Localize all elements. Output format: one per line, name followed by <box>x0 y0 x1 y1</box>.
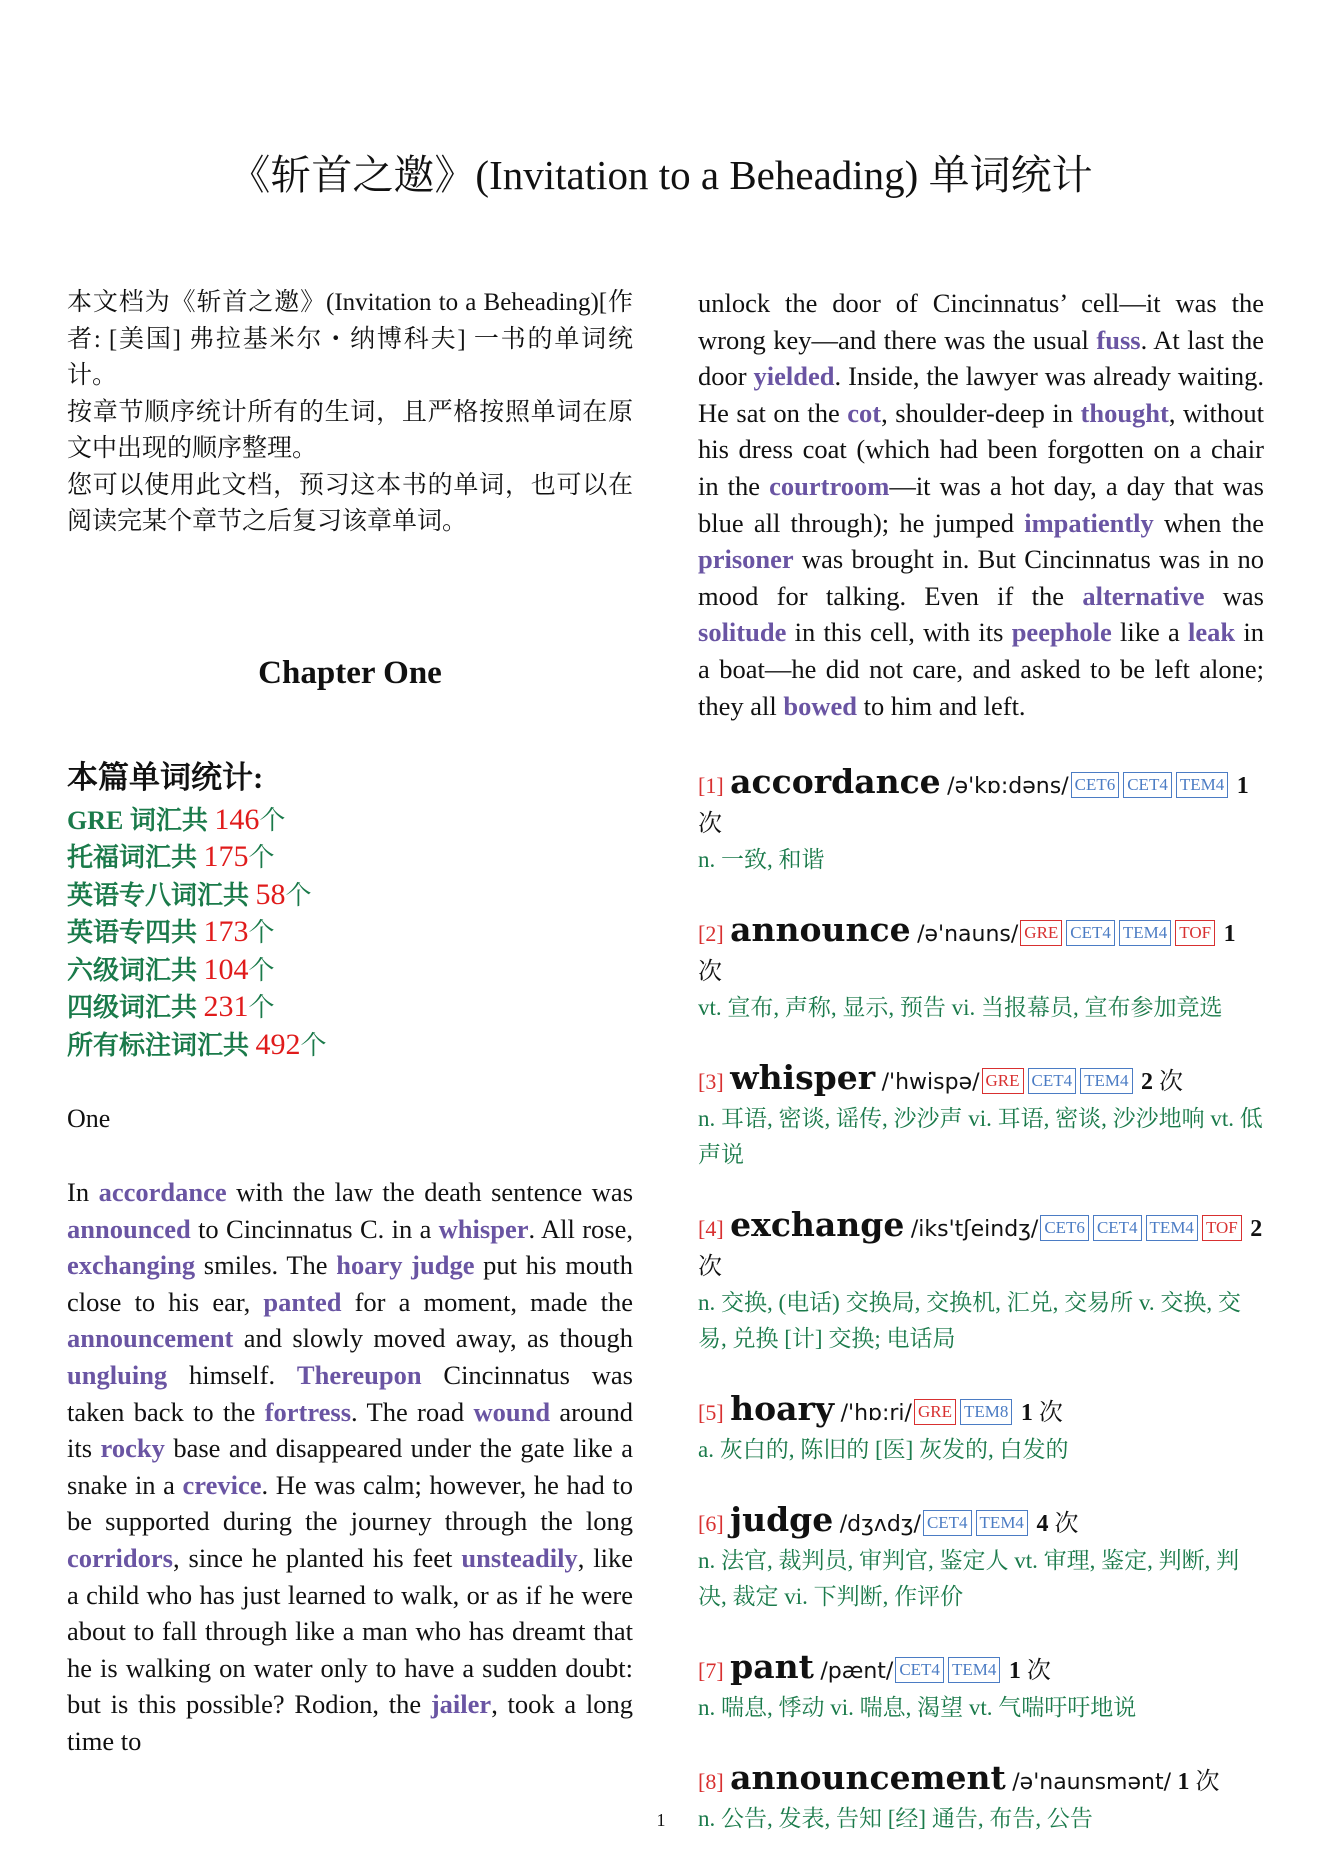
highlighted-word: panted <box>263 1286 342 1317</box>
entry-phonetic: /ə'kɒ:dəns/ <box>947 774 1069 800</box>
entry-head <box>698 1502 1264 1543</box>
highlighted-word: fuss <box>1096 324 1141 355</box>
entry-count-unit: 次 <box>698 959 722 986</box>
entry-word: announce <box>730 910 911 950</box>
entry-count: 2 <box>1141 1069 1154 1096</box>
entry-count-unit: 次 <box>1153 1069 1184 1096</box>
vocab-entry <box>698 1502 1264 1615</box>
stat-label: 所有标注词汇共 <box>67 1030 256 1060</box>
stat-unit: 个 <box>248 955 275 985</box>
highlighted-word: rocky <box>100 1433 165 1464</box>
text-run: base and disappeared under the gate like a snake in a <box>67 1433 633 1500</box>
highlighted-word: yielded <box>753 361 835 392</box>
entry-definition: a. 灰白的, 陈旧的 [医] 灰发的, 白发的 <box>698 1437 1069 1463</box>
highlighted-word: impatiently <box>1024 507 1154 538</box>
page-number: 1 <box>656 1810 666 1830</box>
text-run: . All rose, <box>528 1213 633 1244</box>
text-run: unlock the door of Cincinnatus’ cell—it was the wrong key—and there was the usual <box>698 288 1264 355</box>
highlighted-word: whisper <box>438 1213 529 1244</box>
stat-count: 175 <box>203 840 249 873</box>
entry-count-unit: 次 <box>1032 1400 1063 1427</box>
entry-count-unit: 次 <box>1189 1769 1220 1796</box>
text-run: Cincinnatus was taken back to the <box>67 1359 633 1427</box>
exam-tag: TEM4 <box>1080 1068 1132 1094</box>
exam-tag: GRE <box>982 1068 1024 1094</box>
entry-definition: n. 耳语, 密谈, 谣传, 沙沙声 vi. 耳语, 密谈, 沙沙地响 vt. 低声说 <box>698 1106 1263 1168</box>
text-run: , since he planted his feet <box>172 1542 462 1573</box>
highlighted-word: accordance <box>98 1177 227 1207</box>
highlighted-word: fortress <box>264 1396 352 1427</box>
entry-head <box>698 764 1264 842</box>
intro-line: 本文档为《斩首之邀》(Invitation to a Beheading)[作者: [美国] 弗拉基米尔・纳博科夫] 一书的单词统计。 <box>67 289 633 389</box>
chapter-subtitle: One <box>67 1104 111 1133</box>
stat-label: 六级词汇共 <box>67 955 204 985</box>
exam-tag: CET4 <box>1066 920 1115 946</box>
stat-unit: 个 <box>248 843 275 872</box>
entry-count: 4 <box>1036 1511 1049 1538</box>
stats-list <box>67 802 633 1065</box>
entry-head <box>698 1391 1264 1432</box>
entry-definition: vt. 宣布, 声称, 显示, 预告 vi. 当报幕员, 宣布参加竞选 <box>698 995 1223 1021</box>
exam-tag: TEM4 <box>1146 1215 1198 1241</box>
stat-row <box>67 877 633 915</box>
exam-tag: CET4 <box>1093 1215 1142 1241</box>
entry-word: pant <box>730 1647 814 1687</box>
stat-label: GRE 词汇共 <box>67 805 215 835</box>
stat-unit: 个 <box>300 1030 327 1060</box>
vocab-entry <box>698 1391 1264 1468</box>
entry-head <box>698 912 1264 990</box>
exam-tag: TOF <box>1202 1215 1242 1241</box>
entry-head <box>698 1060 1264 1101</box>
entry-index: [7] <box>698 1658 724 1684</box>
stat-row <box>67 802 633 840</box>
entry-phonetic: /iks'tʃeindʒ/ <box>910 1217 1039 1243</box>
highlighted-word: jailer <box>430 1689 492 1720</box>
text-run: put his mouth close to his ear, <box>67 1250 634 1317</box>
entry-count: 1 <box>1236 773 1249 800</box>
exam-tag: TOF <box>1175 920 1215 946</box>
entry-count: 1 <box>1020 1400 1033 1427</box>
stat-row <box>67 839 633 877</box>
entry-index: [8] <box>698 1769 724 1795</box>
text-run: to Cincinnatus C. in a <box>190 1213 439 1244</box>
vocab-entry <box>698 1649 1264 1726</box>
entry-word: judge <box>730 1500 834 1540</box>
highlighted-word: announced <box>67 1213 191 1244</box>
stats-title: 本篇单词统计: <box>67 759 264 795</box>
entry-word: exchange <box>730 1205 905 1245</box>
highlighted-word: announcement <box>67 1323 234 1354</box>
intro-line: 按章节顺序统计所有的生词，且严格按照单词在原文中出现的顺序整理。 <box>67 398 633 462</box>
entry-phonetic: /'hɒ:ri/ <box>840 1401 912 1427</box>
entry-index: [3] <box>698 1069 724 1095</box>
right-column <box>698 285 1264 1837</box>
vocab-entries <box>698 764 1264 1837</box>
text-run: . He was calm; however, he had to be supported during the journey through the long <box>67 1469 633 1537</box>
exam-tag: TEM4 <box>948 1657 1000 1683</box>
passage-right <box>698 285 1264 724</box>
text-run: in this cell, with its <box>786 617 1012 648</box>
text-run: was <box>1204 580 1265 611</box>
highlighted-word: wound <box>473 1396 551 1427</box>
text-run: . The road <box>351 1396 474 1427</box>
stat-row <box>67 1027 633 1065</box>
entry-phonetic: /ə'nauns/ <box>917 922 1019 948</box>
vocab-entry <box>698 764 1264 878</box>
chapter-heading: Chapter One <box>258 654 442 691</box>
exam-tag: CET6 <box>1040 1215 1089 1241</box>
entry-word: accordance <box>730 762 941 802</box>
entry-phonetic: /dʒʌdʒ/ <box>839 1512 921 1538</box>
text-run: , like a child who has just learned to walk, or as if he were about to fall through like a man who has dreamt that he is walking on water only to have a sudden doubt: but is this possible? Rodion, the <box>67 1542 633 1720</box>
text-run: himself. <box>167 1359 297 1390</box>
entry-word: hoary <box>730 1389 835 1429</box>
exam-tag: TEM8 <box>960 1399 1012 1425</box>
highlighted-word: courtroom <box>769 470 890 501</box>
text-run: in a boat—he did not care, and asked to be left alone; they all <box>698 617 1264 721</box>
highlighted-word: hoary <box>336 1250 403 1281</box>
text-run: , without his dress coat (which had been forgotten on a chair in the <box>698 397 1264 501</box>
stat-label: 托福词汇共 <box>67 843 204 872</box>
entry-index: [1] <box>698 773 724 799</box>
highlighted-word: Thereupon <box>296 1359 422 1390</box>
entry-definition: n. 交换, (电话) 交换局, 交换机, 汇兑, 交易所 v. 交换, 交易, 兑换 [计] 交换; 电话局 <box>698 1290 1241 1352</box>
entry-count: 1 <box>1223 921 1236 948</box>
text-run: for a moment, made the <box>341 1286 633 1317</box>
stat-count: 104 <box>203 952 249 986</box>
entry-word: whisper <box>730 1058 876 1098</box>
text-run: smiles. The <box>195 1250 337 1281</box>
entry-head <box>698 1760 1264 1801</box>
stat-label: 英语专四共 <box>67 918 204 947</box>
exam-tag: CET4 <box>923 1510 972 1536</box>
stat-count: 173 <box>203 915 249 948</box>
page-title: 《斩首之邀》(Invitation to a Beheading) 单词统计 <box>229 152 1093 198</box>
highlighted-word: prisoner <box>698 544 794 575</box>
entry-definition: n. 法官, 裁判员, 审判官, 鉴定人 vt. 审理, 鉴定, 判断, 判决, 裁定 vi. 下判断, 作评价 <box>698 1548 1240 1610</box>
entry-definition: n. 公告, 发表, 告知 [经] 通告, 布告, 公告 <box>698 1806 1093 1832</box>
entry-head <box>698 1207 1264 1285</box>
highlighted-word: cot <box>847 397 882 428</box>
stat-unit: 个 <box>259 805 286 835</box>
entry-definition: n. 喘息, 悸动 vi. 喘息, 渴望 vt. 气喘吁吁地说 <box>698 1695 1137 1721</box>
vocab-entry <box>698 1060 1264 1173</box>
stat-row <box>67 952 633 990</box>
entry-count-unit: 次 <box>1048 1511 1079 1538</box>
highlighted-word: bowed <box>783 690 858 721</box>
entry-head <box>698 1649 1264 1690</box>
text-run: around its <box>67 1396 633 1464</box>
passage-left <box>67 1174 633 1760</box>
entry-count-unit: 次 <box>1020 1658 1051 1685</box>
highlighted-word: judge <box>411 1250 475 1281</box>
text-run: was brought in. But Cincinnatus was in no mood for talking. Even if the <box>698 544 1264 611</box>
highlighted-word: unsteadily <box>461 1542 578 1573</box>
stat-label: 四级词汇共 <box>67 993 204 1022</box>
text-run: like a <box>1111 617 1189 648</box>
text-run: . Inside, the lawyer was already waiting. He sat on the <box>698 361 1264 428</box>
entry-index: [6] <box>698 1511 724 1537</box>
stat-unit: 个 <box>285 880 312 910</box>
exam-tag: GRE <box>914 1399 956 1425</box>
exam-tag: TEM4 <box>1119 920 1171 946</box>
highlighted-word: alternative <box>1082 580 1205 611</box>
intro <box>67 285 633 541</box>
stat-label: 英语专八词汇共 <box>67 880 256 910</box>
stat-count: 146 <box>214 802 260 836</box>
highlighted-word: leak <box>1188 617 1236 648</box>
exam-tag: TEM4 <box>976 1510 1028 1536</box>
entry-count: 1 <box>1008 1658 1021 1685</box>
text-run: and slowly moved away, as though <box>233 1323 633 1354</box>
entry-index: [5] <box>698 1400 724 1426</box>
exam-tag: GRE <box>1020 920 1062 946</box>
vocab-entry <box>698 1207 1264 1357</box>
exam-tag: CET6 <box>1071 772 1120 798</box>
exam-tag: CET4 <box>895 1657 944 1683</box>
entry-phonetic: /pænt/ <box>820 1659 894 1685</box>
highlighted-word: solitude <box>698 617 787 648</box>
text-run: In <box>67 1177 99 1207</box>
entry-count: 2 <box>1250 1216 1263 1243</box>
stat-count: 492 <box>255 1027 301 1061</box>
entry-count-unit: 次 <box>698 811 722 838</box>
entry-count-unit: 次 <box>698 1254 722 1281</box>
highlighted-word: peephole <box>1011 617 1112 648</box>
entry-definition: n. 一致, 和谐 <box>698 847 825 873</box>
entry-phonetic: /ə'naunsmənt/ <box>1012 1770 1171 1796</box>
text-run <box>402 1250 411 1280</box>
entry-index: [2] <box>698 921 724 947</box>
text-run: . At last the door <box>698 324 1264 392</box>
text-run: —it was a hot day, a day that was blue all through); he jumped <box>698 470 1264 538</box>
text-run: , took a long time to <box>67 1689 633 1756</box>
highlighted-word: thought <box>1080 397 1169 428</box>
entry-phonetic: /'hwispə/ <box>881 1070 980 1096</box>
exam-tag: TEM4 <box>1176 772 1228 798</box>
text-run: when the <box>1153 507 1264 538</box>
stat-unit: 个 <box>248 993 275 1022</box>
stat-count: 58 <box>255 877 286 911</box>
highlighted-word: crevice <box>182 1469 262 1500</box>
intro-line: 您可以使用此文档，预习这本书的单词，也可以在阅读完某个章节之后复习该章单词。 <box>67 471 633 535</box>
exam-tag: CET4 <box>1028 1068 1077 1094</box>
highlighted-word: ungluing <box>67 1359 168 1390</box>
stat-count: 231 <box>203 990 249 1023</box>
text-run: to him and left. <box>857 690 1026 721</box>
highlighted-word: corridors <box>67 1542 173 1573</box>
text-run: , shoulder-deep in <box>881 397 1081 428</box>
stat-row <box>67 914 633 952</box>
vocab-entry <box>698 912 1264 1026</box>
highlighted-word: exchanging <box>67 1250 196 1281</box>
entry-index: [4] <box>698 1216 724 1242</box>
stat-row <box>67 989 633 1027</box>
left-column <box>67 285 633 1760</box>
stat-unit: 个 <box>248 918 275 947</box>
exam-tag: CET4 <box>1123 772 1172 798</box>
entry-count: 1 <box>1177 1769 1190 1796</box>
text-run: with the law the death sentence was <box>226 1177 634 1207</box>
entry-word: announcement <box>730 1758 1006 1798</box>
